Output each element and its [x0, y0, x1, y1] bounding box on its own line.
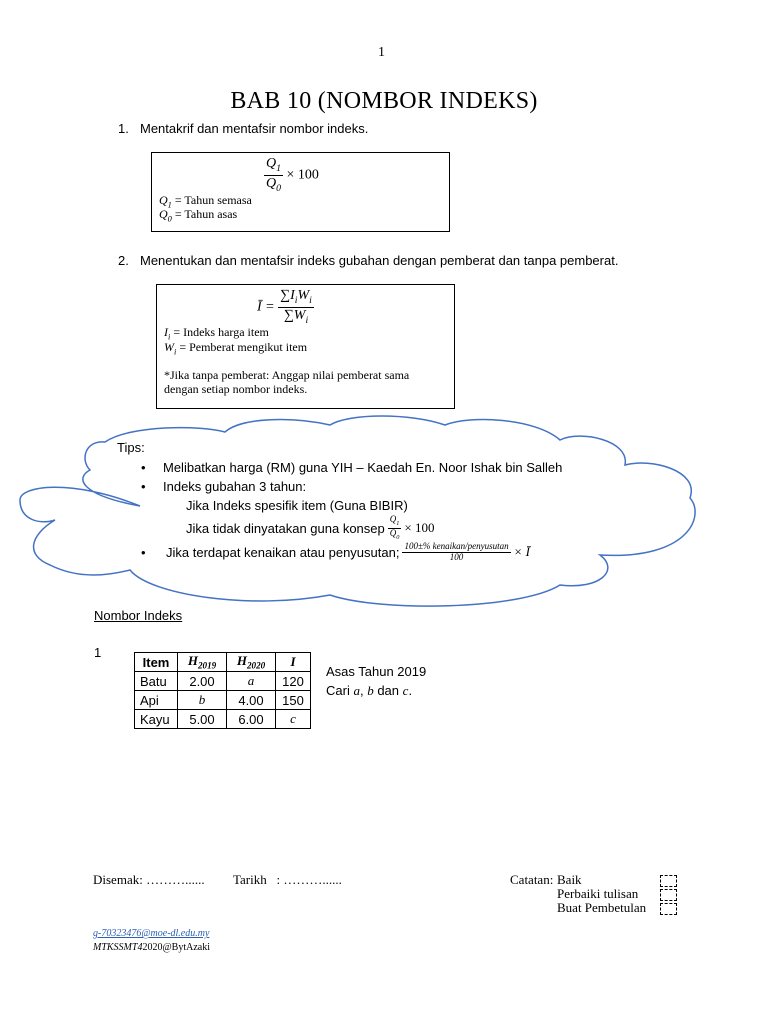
checkbox-perbaiki-tulisan[interactable] — [660, 889, 677, 901]
tips-sub-1: Jika Indeks spesifik item (Guna BIBIR) — [186, 498, 408, 513]
find-text: Cari a, b dan c. — [326, 683, 413, 698]
base-year-text: Asas Tahun 2019 — [326, 664, 427, 679]
tips-heading: Tips: — [117, 440, 145, 455]
item-1-text: Mentakrif dan mentafsir nombor indeks. — [140, 121, 369, 136]
table-header-row — [135, 653, 311, 672]
checkbox-buat-pembetulan[interactable] — [660, 903, 677, 915]
item-2-text: Menentukan dan mentafsir indeks gubahan dengan pemberat dan tanpa pemberat. — [140, 253, 619, 268]
tips-bullet-2: • Indeks gubahan 3 tahun: — [141, 479, 307, 494]
index-formula: $\frac{Q_1}{Q_0}$ × 100 — [266, 156, 319, 194]
option-perbaiki-tulisan: Perbaiki tulisan — [557, 886, 639, 901]
cell: Api — [135, 691, 178, 710]
wi-definition: $W_i$ = Pemberat mengikut item — [164, 340, 308, 357]
table-row — [135, 691, 311, 710]
table-row — [135, 710, 311, 729]
header-item: Item — [135, 653, 178, 672]
times-composite-index: × Ī — [513, 544, 530, 560]
option-baik: Baik — [557, 872, 582, 887]
q0-definition: $Q_0$ = Tahun asas — [159, 207, 238, 224]
catatan-label: Catatan: — [510, 872, 554, 887]
change-fraction-denominator: 100 — [449, 551, 464, 562]
cell: 150 — [276, 691, 311, 710]
item-1-number: 1. — [118, 121, 129, 136]
change-fraction-numerator: 100±% kenaikan/penyusutan — [404, 541, 509, 551]
tips-bullet-1: • Melibatkan harga (RM) guna YIH – Kaedah En. Noor Ishak bin Salleh — [141, 460, 563, 475]
header-h2020: $H_{2020}$ — [227, 653, 276, 672]
composite-index-formula: Ī = $\frac{\sum I_iW_i}{\sum W_i}$ — [257, 288, 312, 326]
cell: 4.00 — [227, 691, 276, 710]
times-100: × 100 — [286, 167, 319, 183]
tips-bullet-3: • Jika terdapat kenaikan atau penyusutan; $\frac{\text{100±\% kenaikan/penyusutan}}{100}$ × Ī — [141, 541, 530, 562]
cell: 2.00 — [178, 672, 227, 691]
email-link[interactable]: g-70323476@moe-dl.edu.my — [93, 928, 210, 939]
header-h2019: $H_{2019}$ — [178, 653, 227, 672]
item-2-number: 2. — [118, 253, 129, 268]
section-heading: Nombor Indeks — [94, 608, 183, 623]
cell: a — [227, 672, 276, 691]
cell: Batu — [135, 672, 178, 691]
ii-definition: $I_i$ = Indeks harga item — [164, 325, 269, 342]
table-row — [135, 672, 311, 691]
cell: 6.00 — [227, 710, 276, 729]
note-line-2: dengan setiap nombor indeks. — [164, 382, 308, 396]
q1-definition: $Q_1$ = Tahun semasa — [159, 193, 252, 210]
cell: c — [276, 710, 311, 729]
question-number: 1 — [94, 645, 102, 660]
page-title: BAB 10 (NOMBOR INDEKS) — [230, 88, 538, 114]
page-number: 1 — [378, 45, 385, 60]
note-line-1: *Jika tanpa pemberat: Anggap nilai pemberat sama — [164, 368, 410, 382]
checkbox-baik[interactable] — [660, 875, 677, 887]
header-i: I — [276, 653, 311, 672]
credit-text: MTKSSMT42020@BytAzaki — [93, 942, 210, 953]
cell: 120 — [276, 672, 311, 691]
tarikh-field: Tarikh : ………...... — [233, 872, 342, 887]
cell: 5.00 — [178, 710, 227, 729]
cell: Kayu — [135, 710, 178, 729]
option-buat-pembetulan: Buat Pembetulan — [557, 900, 647, 915]
cell: b — [178, 691, 227, 710]
index-table — [134, 652, 311, 729]
disemak-field: Disemak: ………...... — [93, 872, 205, 887]
tips-sub-2: Jika tidak dinyatakan guna konsep $\frac{Q_1}{Q_0}$ × 100 — [186, 514, 435, 541]
